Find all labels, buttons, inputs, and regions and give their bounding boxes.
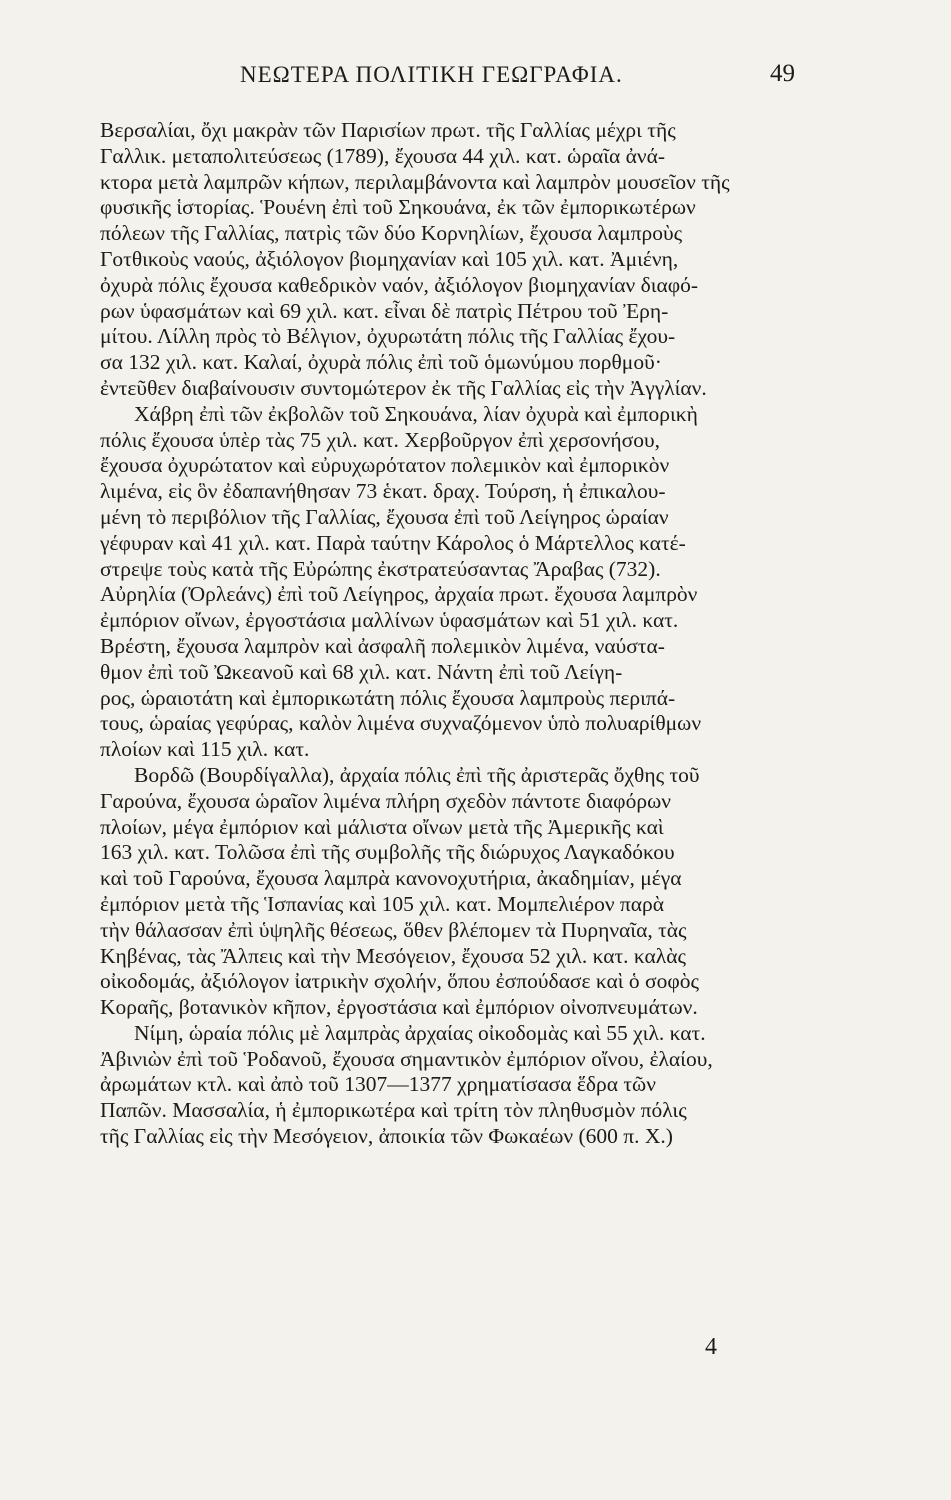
text-line: ὀχυρὰ πόλις ἔχουσα καθεδρικὸν ναόν, ἀξιόλογον βιομηχανίαν διαφό- <box>100 272 699 297</box>
text-line: Αὐρηλία (Ὀρλεάνς) ἐπὶ τοῦ Λείγηρος, ἀρχαία πρωτ. ἔχουσα λαμπρὸν <box>100 582 698 607</box>
paragraph-1 <box>100 118 798 402</box>
text-line: Ἀβινιὼν ἐπὶ τοῦ Ῥοδανοῦ, ἔχουσα σημαντικὸν ἐμπόριον οἴνου, ἐλαίου, <box>100 1046 713 1071</box>
text-line: ἐμπόριον μετὰ τῆς Ἱσπανίας καὶ 105 χιλ. κατ. Μομπελιέρον παρὰ <box>100 891 665 916</box>
text-line: οἰκοδομάς, ἀξιόλογον ἰατρικὴν σχολήν, ὅπου ἐσπούδασε καὶ ὁ σοφὸς <box>100 969 700 994</box>
text-line: γέφυραν καὶ 41 χιλ. κατ. Παρὰ ταύτην Κάρολος ὁ Μάρτελλος κατέ- <box>100 530 686 555</box>
signature-mark: 4 <box>705 1334 717 1360</box>
text-line: κτορα μετὰ λαμπρῶν κήπων, περιλαμβάνοντα καὶ λαμπρὸν μουσεῖον τῆς <box>100 169 730 194</box>
text-line: πόλις ἔχουσα ὑπὲρ τὰς 75 χιλ. κατ. Χερβοῦργον ἐπὶ χερσονήσου, <box>100 427 660 452</box>
text-line: 163 χιλ. κατ. Τολῶσα ἐπὶ τῆς συμβολῆς τῆς διώρυχος Λαγκαδόκου <box>100 840 675 865</box>
text-line: φυσικῆς ἱστορίας. Ῥουένη ἐπὶ τοῦ Σηκουάνα, ἐκ τῶν ἐμπορικωτέρων <box>100 195 696 220</box>
text-line: ἐμπόριον οἴνων, ἐργοστάσια μαλλίνων ὑφασμάτων καὶ 51 χιλ. κατ. <box>100 608 679 633</box>
text-line: πλοίων, μέγα ἐμπόριον καὶ μάλιστα οἴνων μετὰ τῆς Ἀμερικῆς καὶ <box>100 814 664 839</box>
paragraph-2 <box>100 402 798 763</box>
text-line: μίτου. Λίλλη πρὸς τὸ Βέλγιον, ὀχυρωτάτη πόλις τῆς Γαλλίας ἔχου- <box>100 324 676 349</box>
text-line: Παπῶν. Μασσαλία, ἡ ἐμπορικωτέρα καὶ τρίτη τὸν πληθυσμὸν πόλις <box>100 1098 687 1123</box>
text-line: θμον ἐπὶ τοῦ Ὠκεανοῦ καὶ 68 χιλ. κατ. Νάντη ἐπὶ τοῦ Λείγη- <box>100 659 623 684</box>
text-line: τῆς Γαλλίας εἰς τὴν Μεσόγειον, ἀποικία τῶν Φωκαέων (600 π. Χ.) <box>100 1124 673 1149</box>
text-line: λιμένα, εἰς ὃν ἐδαπανήθησαν 73 ἑκατ. δραχ. Τούρση, ἡ ἐπικαλου- <box>100 479 666 504</box>
text-line: πλοίων καὶ 115 χιλ. κατ. <box>100 737 310 762</box>
text-line: πόλεων τῆς Γαλλίας, πατρὶς τῶν δύο Κορνηλίων, ἔχουσα λαμπροὺς <box>100 221 683 246</box>
text-line: μένη τὸ περιβόλιον τῆς Γαλλίας, ἔχουσα ἐπὶ τοῦ Λείγηρος ὡραίαν <box>100 504 669 529</box>
text-line: σα 132 χιλ. κατ. Καλαί, ὀχυρὰ πόλις ἐπὶ τοῦ ὁμωνύμου πορθμοῦ· <box>100 350 662 375</box>
text-line: ἐντεῦθεν διαβαίνουσιν συντομώτερον ἐκ τῆς Γαλλίας εἰς τὴν Ἀγγλίαν. <box>100 375 707 400</box>
page-number: 49 <box>770 60 795 87</box>
text-line: Χάβρη ἐπὶ τῶν ἐκβολῶν τοῦ Σηκουάνα, λίαν ὀχυρὰ καὶ ἐμπορικὴ <box>134 401 698 426</box>
text-line: ἔχουσα ὀχυρώτατον καὶ εὐρυχωρότατον πολεμικὸν καὶ ἐμπορικὸν <box>100 453 670 478</box>
text-line: τὴν θάλασσαν ἐπὶ ὑψηλῆς θέσεως, ὅθεν βλέπομεν τὰ Πυρηναῖα, τὰς <box>100 917 687 942</box>
running-head <box>100 58 795 98</box>
running-title: ΝΕΩΤΕΡΑ ΠΟΛΙΤΙΚΗ ΓΕΩΓΡΑΦΙΑ. <box>240 62 623 87</box>
text-line: Νίμη, ὡραία πόλις μὲ λαμπρὰς ἀρχαίας οἰκοδομὰς καὶ 55 χιλ. κατ. <box>134 1020 706 1045</box>
text-line: Κηβένας, τὰς Ἄλπεις καὶ τὴν Μεσόγειον, ἔχουσα 52 χιλ. κατ. καλὰς <box>100 943 686 968</box>
text-line: Γαλλικ. μεταπολιτεύσεως (1789), ἔχουσα 44 χιλ. κατ. ὡραῖα ἀνά- <box>100 143 666 168</box>
text-line: Βορδῶ (Βουρδίγαλλα), ἀρχαία πόλις ἐπὶ τῆς ἀριστερᾶς ὄχθης τοῦ <box>134 762 700 787</box>
text-line: ρων ὑφασμάτων καὶ 69 χιλ. κατ. εἶναι δὲ πατρὶς Πέτρου τοῦ Ἐρη- <box>100 298 669 323</box>
text-line: Βρέστη, ἔχουσα λαμπρὸν καὶ ἀσφαλῆ πολεμικὸν λιμένα, ναύστα- <box>100 633 665 658</box>
text-line: καὶ τοῦ Γαρούνα, ἔχουσα λαμπρὰ κανονοχυτήρια, ἀκαδημίαν, μέγα <box>100 866 682 891</box>
body-text <box>100 118 798 1150</box>
text-line: Κοραῆς, βοτανικὸν κῆπον, ἐργοστάσια καὶ ἐμπόριον οἰνοπνευμάτων. <box>100 995 698 1020</box>
text-line: ἀρωμάτων κτλ. καὶ ἀπὸ τοῦ 1307—1377 χρηματίσασα ἕδρα τῶν <box>100 1072 656 1097</box>
paragraph-3 <box>100 763 798 1021</box>
paragraph-4 <box>100 1021 798 1150</box>
text-line: στρεψε τοὺς κατὰ τῆς Εὐρώπης ἐκστρατεύσαντας Ἄραβας (732). <box>100 556 661 581</box>
text-line: Βερσαλίαι, ὄχι μακρὰν τῶν Παρισίων πρωτ. τῆς Γαλλίας μέχρι τῆς <box>100 118 676 142</box>
text-line: Γοτθικοὺς ναούς, ἀξιόλογον βιομηχανίαν καὶ 105 χιλ. κατ. Ἀμιένη, <box>100 246 679 271</box>
text-line: τους, ὡραίας γεφύρας, καλὸν λιμένα συχναζόμενον ὑπὸ πολυαρίθμων <box>100 711 702 736</box>
text-line: ρος, ὡραιοτάτη καὶ ἐμπορικωτάτη πόλις ἔχουσα λαμπροὺς περιπά- <box>100 685 676 710</box>
text-line: Γαρούνα, ἔχουσα ὡραῖον λιμένα πλήρη σχεδὸν πάντοτε διαφόρων <box>100 788 671 813</box>
